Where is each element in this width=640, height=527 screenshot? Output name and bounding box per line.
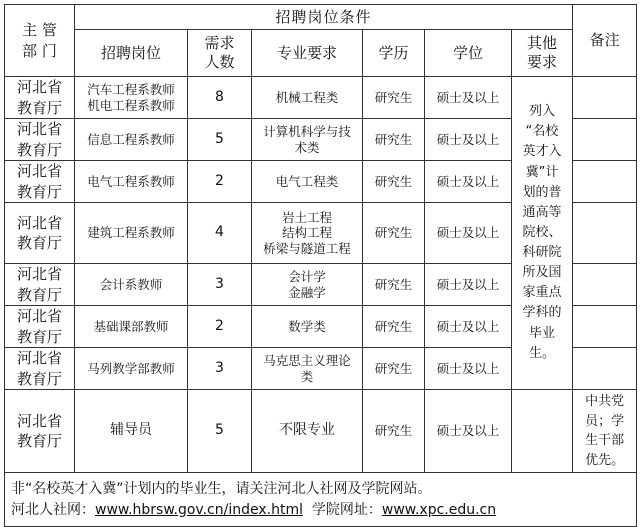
row-position: 汽车工程系教师 机电工程系教师 — [75, 77, 188, 119]
row-education: 研究生 — [363, 264, 425, 306]
header-count: 需求 人数 — [188, 30, 252, 77]
recruitment-table — [4, 4, 637, 527]
row-major: 会计学 金融学 — [252, 264, 363, 306]
row-degree: 硕士及以上 — [425, 390, 512, 473]
row-remark — [573, 264, 637, 306]
row-count: 2 — [188, 306, 252, 348]
header-conditions: 招聘岗位条件 — [75, 5, 573, 30]
college-link[interactable]: www.xpc.edu.cn — [381, 501, 497, 518]
header-row-2 — [5, 30, 637, 77]
row-position: 辅导员 — [75, 390, 188, 473]
row-major: 数学类 — [252, 306, 363, 348]
row-dept: 河北省 教育厅 — [5, 203, 75, 264]
row-degree: 硕士及以上 — [425, 77, 512, 119]
header-education: 学历 — [363, 30, 425, 77]
row-remark — [573, 348, 637, 390]
row-degree: 硕士及以上 — [425, 348, 512, 390]
row-remark — [573, 77, 637, 119]
row-other-empty — [512, 390, 573, 473]
row-dept: 河北省 教育厅 — [5, 77, 75, 119]
row-position: 信息工程系教师 — [75, 119, 188, 161]
row-major: 机械工程类 — [252, 77, 363, 119]
row-education: 研究生 — [363, 119, 425, 161]
row-education: 研究生 — [363, 390, 425, 473]
header-other: 其他 要求 — [512, 30, 573, 77]
row-position: 马列教学部教师 — [75, 348, 188, 390]
footer-line1: 非“名校英才入冀”计划内的毕业生，请关注河北人社网及学院网站。 — [11, 481, 432, 498]
footer-row — [5, 473, 637, 527]
row-education: 研究生 — [363, 161, 425, 203]
row-degree: 硕士及以上 — [425, 203, 512, 264]
row-major: 不限专业 — [252, 390, 363, 473]
header-remark: 备注 — [573, 5, 637, 77]
row-position: 建筑工程系教师 — [75, 203, 188, 264]
row-major: 电气工程类 — [252, 161, 363, 203]
row-dept: 河北省 教育厅 — [5, 390, 75, 473]
table-row — [5, 390, 637, 473]
row-remark — [573, 203, 637, 264]
table-row — [5, 77, 637, 119]
hbrsw-label: 河北人社网： — [11, 501, 95, 518]
header-row-1 — [5, 5, 637, 30]
row-education: 研究生 — [363, 306, 425, 348]
row-dept: 河北省 教育厅 — [5, 348, 75, 390]
row-major: 岩土工程 结构工程 桥梁与隧道工程 — [252, 203, 363, 264]
header-degree: 学位 — [425, 30, 512, 77]
footer-line2 — [11, 500, 630, 520]
row-degree: 硕士及以上 — [425, 306, 512, 348]
row-count: 4 — [188, 203, 252, 264]
row-education: 研究生 — [363, 77, 425, 119]
row-major: 计算机科学与技 术类 — [252, 119, 363, 161]
row-major: 马克思主义理论 类 — [252, 348, 363, 390]
row-remark — [573, 161, 637, 203]
row-dept: 河北省 教育厅 — [5, 264, 75, 306]
header-major: 专业要求 — [252, 30, 363, 77]
row-position: 会计系教师 — [75, 264, 188, 306]
row-position: 基础课部教师 — [75, 306, 188, 348]
college-label: 学院网址： — [311, 501, 382, 518]
row-count: 2 — [188, 161, 252, 203]
row-education: 研究生 — [363, 203, 425, 264]
row-count: 8 — [188, 77, 252, 119]
header-dept: 主 管 部 门 — [5, 5, 75, 77]
row-degree: 硕士及以上 — [425, 264, 512, 306]
row-education: 研究生 — [363, 348, 425, 390]
row-count: 3 — [188, 348, 252, 390]
row-dept: 河北省 教育厅 — [5, 161, 75, 203]
row-dept: 河北省 教育厅 — [5, 306, 75, 348]
row-position: 电气工程系教师 — [75, 161, 188, 203]
row-dept: 河北省 教育厅 — [5, 119, 75, 161]
row-count: 5 — [188, 390, 252, 473]
row-count: 5 — [188, 119, 252, 161]
other-requirement-cell: 列入 “名校 英才入 冀”计 划的普 通高等 院校、 科研院 所及国 家重点 学科的 毕业 生。 — [512, 77, 573, 390]
header-position: 招聘岗位 — [75, 30, 188, 77]
counselor-remark: 中共党 员；学 生干部 优先。 — [573, 390, 637, 473]
row-degree: 硕士及以上 — [425, 119, 512, 161]
row-count: 3 — [188, 264, 252, 306]
row-degree: 硕士及以上 — [425, 161, 512, 203]
footer-notes — [5, 473, 637, 527]
hbrsw-link[interactable]: www.hbrsw.gov.cn/index.html — [95, 501, 303, 518]
row-remark — [573, 306, 637, 348]
row-remark — [573, 119, 637, 161]
